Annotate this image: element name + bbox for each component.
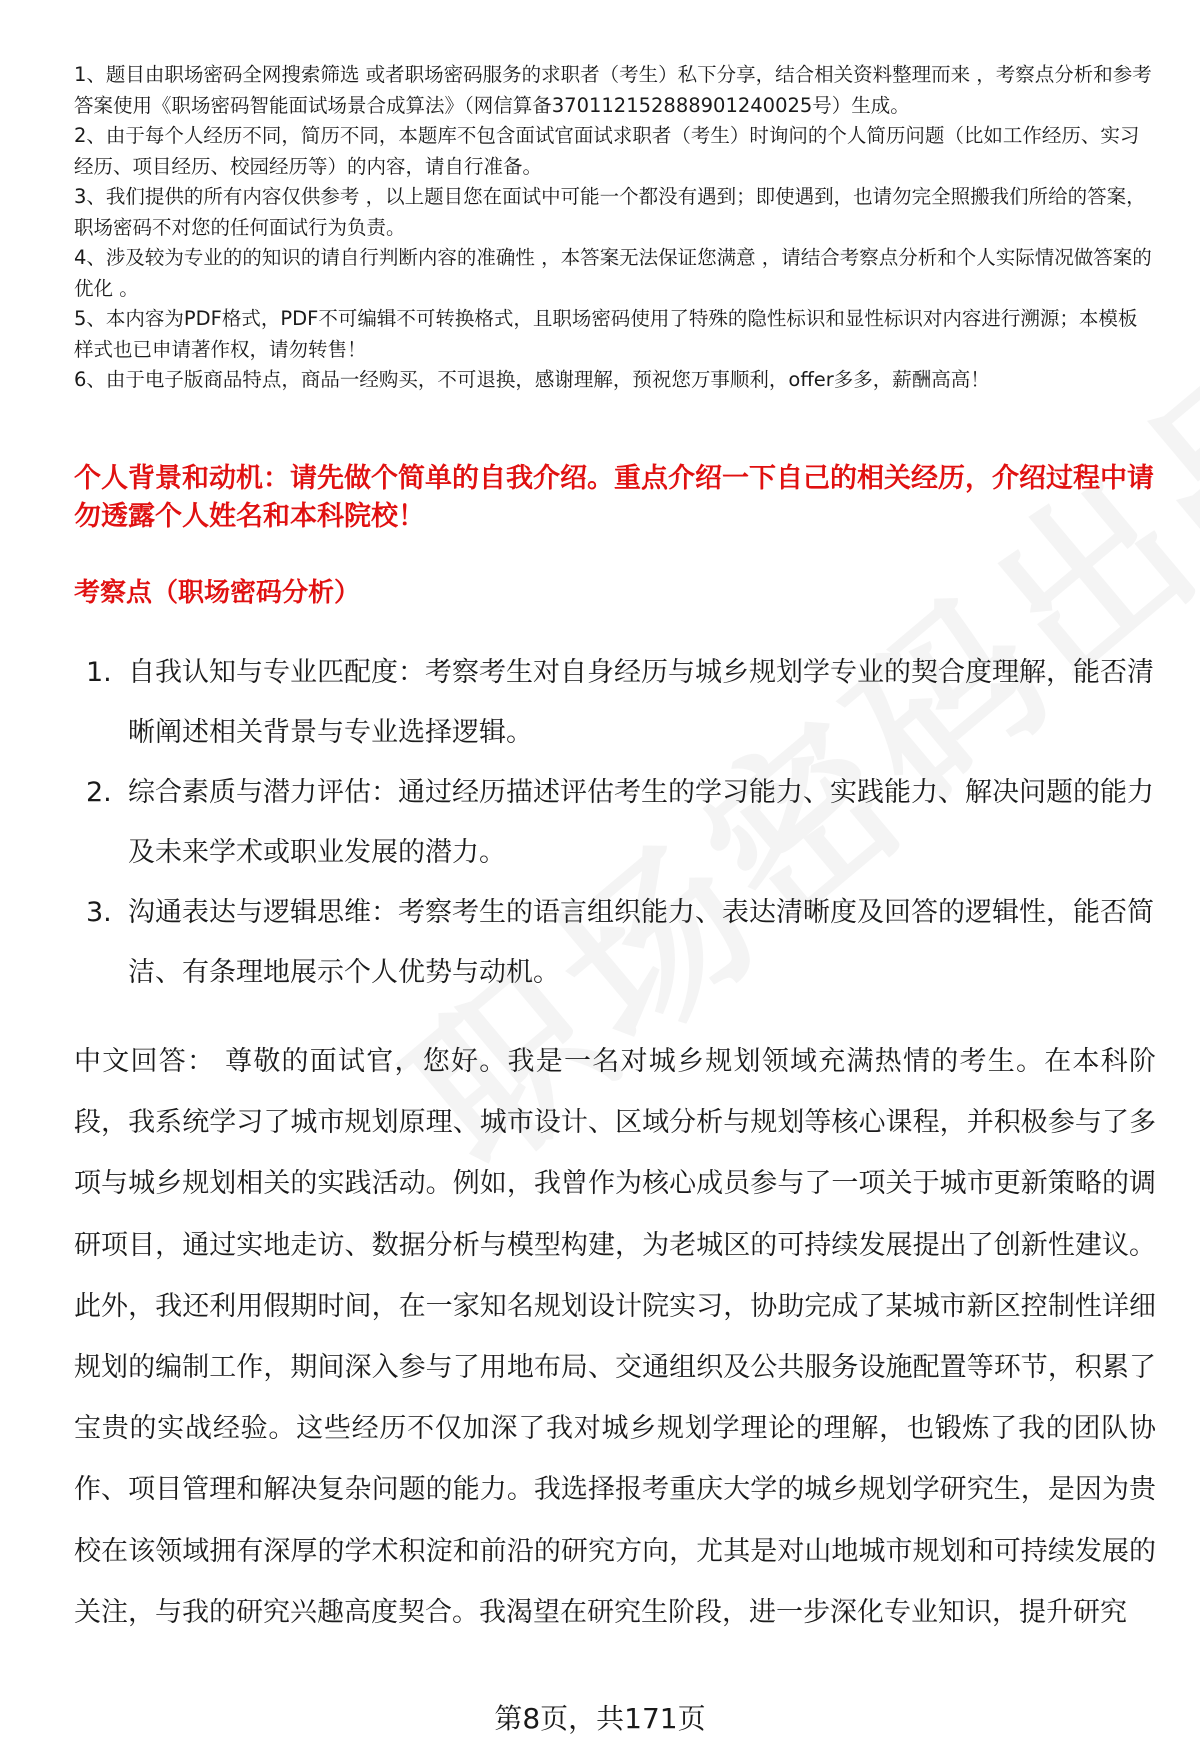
disclaimer-item: 2、由于每个人经历不同，简历不同，本题库不包含面试官面试求职者（考生）时询问的个人简历问题（比如工作经历、实习经历、项目经历、校园经历等）的内容，请自行准备。 — [74, 124, 1140, 178]
answer-paragraph: 中文回答： 尊敬的面试官，您好。我是一名对城乡规划领域充满热情的考生。在本科阶段，我系统学习了城市规划原理、城市设计、区域分析与规划等核心课程，并积极参与了多项与城乡规划相关的实践活动。例如，我曾作为核心成员参与了一项关于城市更新策略的调研项目，通过实地走访、数据分析与模型构建，为老城区的可持续发展提出了创新性建议。此外，我还利用假期时间，在一家知名规划设计院实习，协助完成了某城市新区控制性详细规划的编制工作，期间深入参与了用地布局、交通组织及公共服务设施配置等环节，积累了宝贵的实战经验。这些经历不仅加深了我对城乡规划学理论的理解，也锻炼了我的团队协作、项目管理和解决复杂问题的能力。我选择报考重庆大学的城乡规划学研究生，是因为贵校在该领域拥有深厚的学术积淀和前沿的研究方向，尤其是对山地城市规划和可持续发展的关注，与我的研究兴趣高度契合。我渴望在研究生阶段，进一步深化专业知识，提升研究 — [74, 1046, 1156, 1628]
disclaimer-item: 5、本内容为PDF格式，PDF不可编辑不可转换格式，且职场密码使用了特殊的隐性标识和显性标识对内容进行溯源；本模板样式也已申请著作权，请勿转售！ — [74, 307, 1138, 361]
point-text: 自我认知与专业匹配度：考察考生对自身经历与城乡规划学专业的契合度理解，能否清晰阐述相关背景与专业选择逻辑。 — [128, 657, 1154, 748]
point-number: 2. — [86, 777, 112, 808]
analysis-point — [74, 883, 1154, 1003]
point-number: 3. — [86, 897, 112, 928]
disclaimer-item: 1、题目由职场密码全网搜索筛选 或者职场密码服务的求职者（考生）私下分享，结合相关资料整理而来 ，考察点分析和参考答案使用《职场密码智能面试场景合成算法》（网信算备370112152888901240025号）生成。 — [74, 63, 1152, 117]
disclaimer-item: 6、由于电子版商品特点，商品一经购买，不可退换，感谢理解，预祝您万事顺利，offer多多，薪酬高高！ — [74, 368, 990, 391]
analysis-title: 考察点（职场密码分析） — [74, 578, 361, 608]
point-number: 1. — [86, 657, 112, 688]
disclaimer-item: 3、我们提供的所有内容仅供参考 ，以上题目您在面试中可能一个都没有遇到；即使遇到，也请勿完全照搬我们所给的答案，职场密码不对您的任何面试行为负责。 — [74, 185, 1146, 239]
disclaimer-block — [74, 60, 1154, 396]
question-heading: 个人背景和动机：请先做个简单的自我介绍。重点介绍一下自己的相关经历，介绍过程中请勿透露个人姓名和本科院校！ — [74, 463, 1154, 532]
page-number: 第8页，共171页 — [494, 1702, 706, 1735]
disclaimer-item: 4、涉及较为专业的的知识的请自行判断内容的准确性 ，本答案无法保证您满意 ，请结合考察点分析和个人实际情况做答案的优化 。 — [74, 246, 1152, 300]
point-text: 沟通表达与逻辑思维：考察考生的语言组织能力、表达清晰度及回答的逻辑性，能否简洁、有条理地展示个人优势与动机。 — [128, 897, 1154, 988]
analysis-points-list — [74, 643, 1154, 1003]
point-text: 综合素质与潜力评估：通过经历描述评估考生的学习能力、实践能力、解决问题的能力及未来学术或职业发展的潜力。 — [128, 777, 1154, 868]
analysis-point — [74, 763, 1154, 883]
analysis-point — [74, 643, 1154, 763]
